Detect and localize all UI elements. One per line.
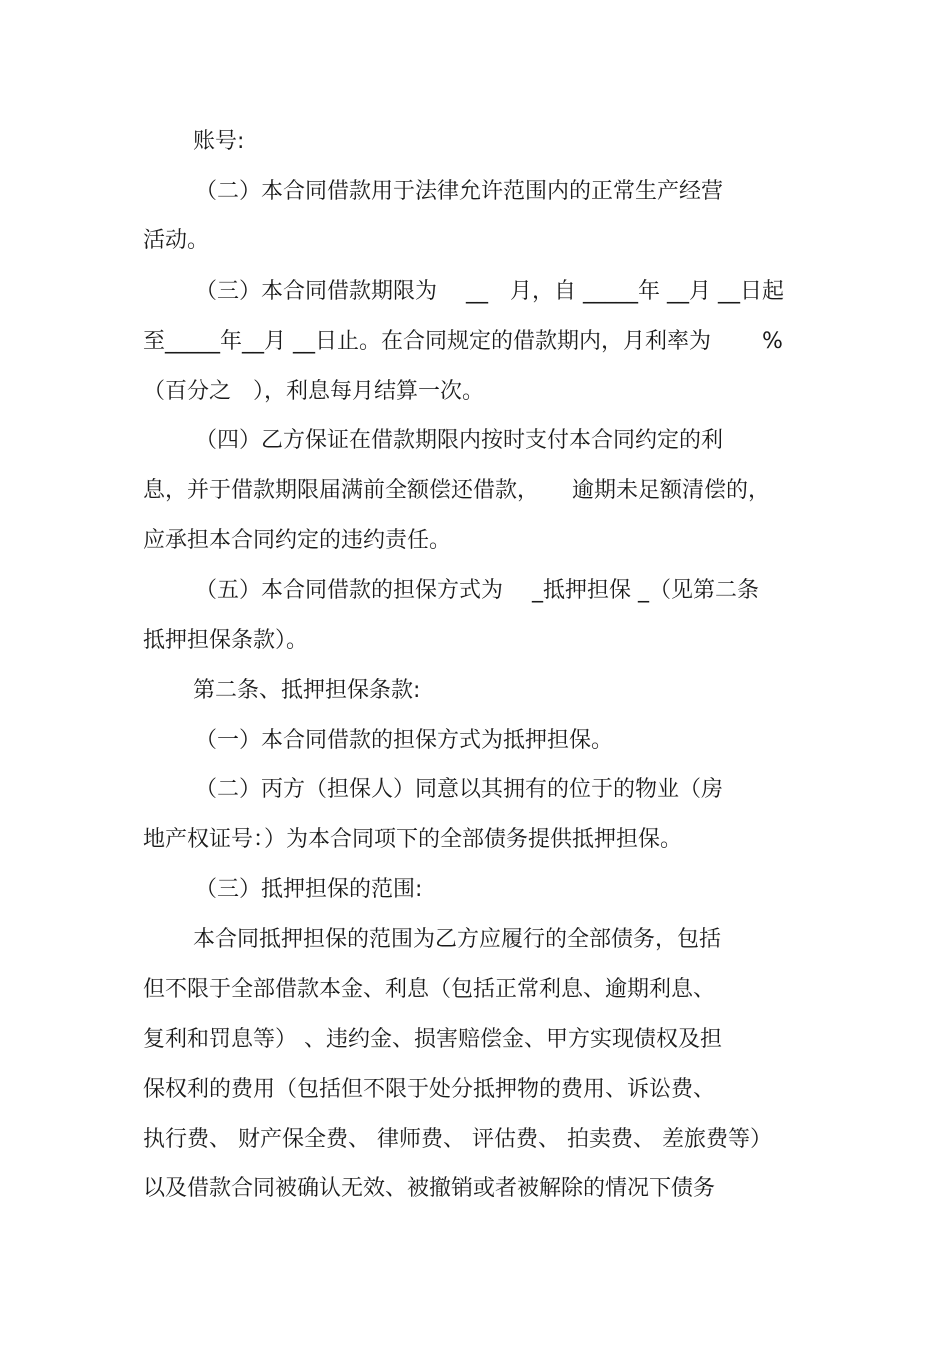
text-line: 但不限于全部借款本金、利息（包括正常利息、逾期利息、: [143, 977, 716, 1002]
text-line: 保权利的费用（包括但不限于处分抵押物的费用、诉讼费、: [143, 1077, 716, 1102]
text-line: 地产权证号：）为本合同项下的全部债务提供抵押担保。: [143, 827, 683, 852]
text-line: （五）本合同借款的担保方式为 _抵押担保 _（见第二条: [195, 578, 759, 603]
text-line: （一）本合同借款的担保方式为抵押担保。: [195, 728, 614, 753]
text-line: 执行费、 财产保全费、 律师费、 评估费、 拍卖费、 差旅费等）: [143, 1127, 772, 1152]
text-line: （二）丙方（担保人）同意以其拥有的位于的物业（房: [195, 777, 724, 802]
text-line: 息，并于借款期限届满前全额偿还借款， 逾期未足额清偿的，: [143, 478, 771, 503]
text-line: 账号:: [193, 129, 245, 154]
text-line: （百分之 ），利息每月结算一次。: [143, 379, 485, 404]
text-line: 本合同抵押担保的范围为乙方应履行的全部债务，包括: [193, 927, 722, 952]
text-line: 应承担本合同约定的违约责任。: [143, 528, 452, 553]
text-line: （二）本合同借款用于法律允许范围内的正常生产经营: [195, 179, 724, 204]
text-line: 以及借款合同被确认无效、被撤销或者被解除的情况下债务: [143, 1176, 716, 1201]
section-heading: 第二条、抵押担保条款:: [193, 678, 421, 703]
text-line: （四）乙方保证在借款期限内按时支付本合同约定的利: [195, 428, 724, 453]
text-line: 复利和罚息等） 、违约金、损害赔偿金、甲方实现债权及担: [143, 1027, 722, 1052]
text-line: （三）抵押担保的范围:: [195, 877, 423, 902]
text-line: 至_____年__月 __日止。在合同规定的借款期内，月利率为 %: [143, 329, 783, 354]
text-line: （三）本合同借款期限为 __ 月，自 _____年 __月 __日起: [195, 279, 784, 304]
text-line: 活动。: [143, 228, 210, 253]
text-line: 抵押担保条款）。: [143, 628, 309, 653]
